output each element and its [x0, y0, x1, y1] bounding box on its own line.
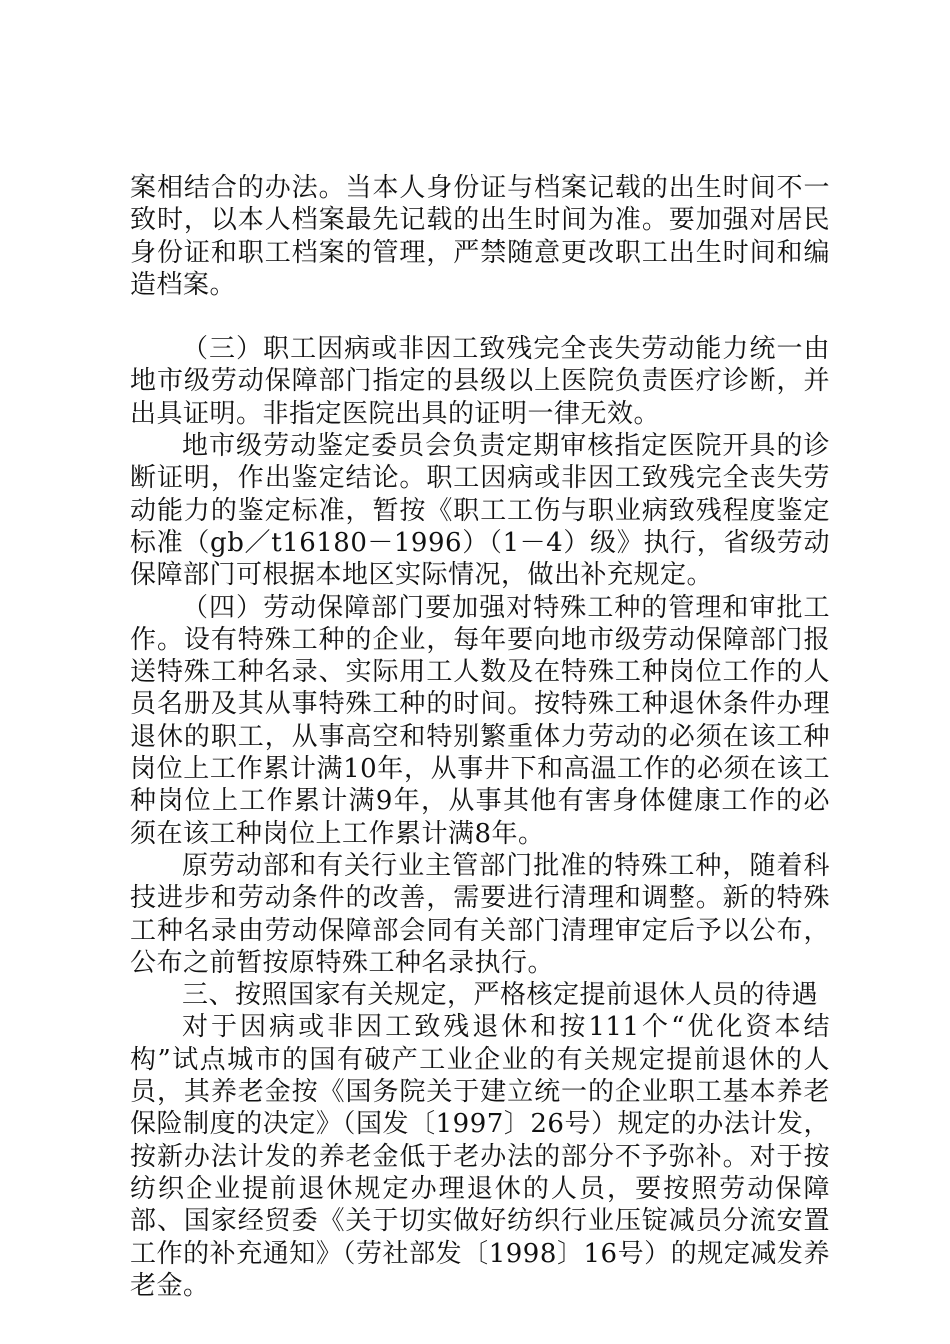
section-heading: 三、按照国家有关规定，严格核定提前退休人员的待遇: [182, 980, 819, 1011]
paragraph-5: 原劳动部和有关行业主管部门批准的特殊工种，随着科技进步和劳动条件的改善，需要进行清理和调整。新的特殊工种名录由劳动保障部会同有关部门清理审定后予以公布，公布之前暂按原特殊工种名录执行。: [130, 850, 830, 978]
document-body: [130, 172, 830, 1302]
paragraph-4: （四）劳动保障部门要加强对特殊工种的管理和审批工作。设有特殊工种的企业，每年要向地市级劳动保障部门报送特殊工种名录、实际用工人数及在特殊工种岗位工作的人员名册及其从事特殊工种的时间。按特殊工种退休条件办理退休的职工，从事高空和特别繁重体力劳动的必须在该工种岗位上工作累计满10年，从事井下和高温工作的必须在该工种岗位上工作累计满9年，从事其他有害身体健康工作的必须在该工种岗位上工作累计满8年。: [130, 592, 830, 849]
paragraph-2: （三）职工因病或非因工致残完全丧失劳动能力统一由地市级劳动保障部门指定的县级以上医院负责医疗诊断，并出具证明。非指定医院出具的证明一律无效。: [130, 334, 830, 429]
paragraph-1: 案相结合的办法。当本人身份证与档案记载的出生时间不一致时，以本人档案最先记载的出生时间为准。要加强对居民身份证和职工档案的管理，严禁随意更改职工出生时间和编造档案。: [130, 173, 830, 300]
paragraph-7: 对于因病或非因工致残退休和按111个“优化资本结构”试点城市的国有破产工业企业的有关规定提前退休的人员，其养老金按《国务院关于建立统一的企业职工基本养老保险制度的决定》（国发〔1997〕26号）规定的办法计发，按新办法计发的养老金低于老办法的部分不予弥补。对于按纺织企业提前退休规定办理退休的人员，要按照劳动保障部、国家经贸委《关于切实做好纺织行业压锭减员分流安置工作的补充通知》（劳社部发〔1998〕16号）的规定减发养老金。: [130, 1012, 830, 1301]
paragraph-3: 地市级劳动鉴定委员会负责定期审核指定医院开具的诊断证明，作出鉴定结论。职工因病或非因工致残完全丧失劳动能力的鉴定标准，暂按《职工工伤与职业病致残程度鉴定标准（gb／t16180－1996）（1－4）级》执行，省级劳动保障部门可根据本地区实际情况，做出补充规定。: [130, 431, 830, 591]
